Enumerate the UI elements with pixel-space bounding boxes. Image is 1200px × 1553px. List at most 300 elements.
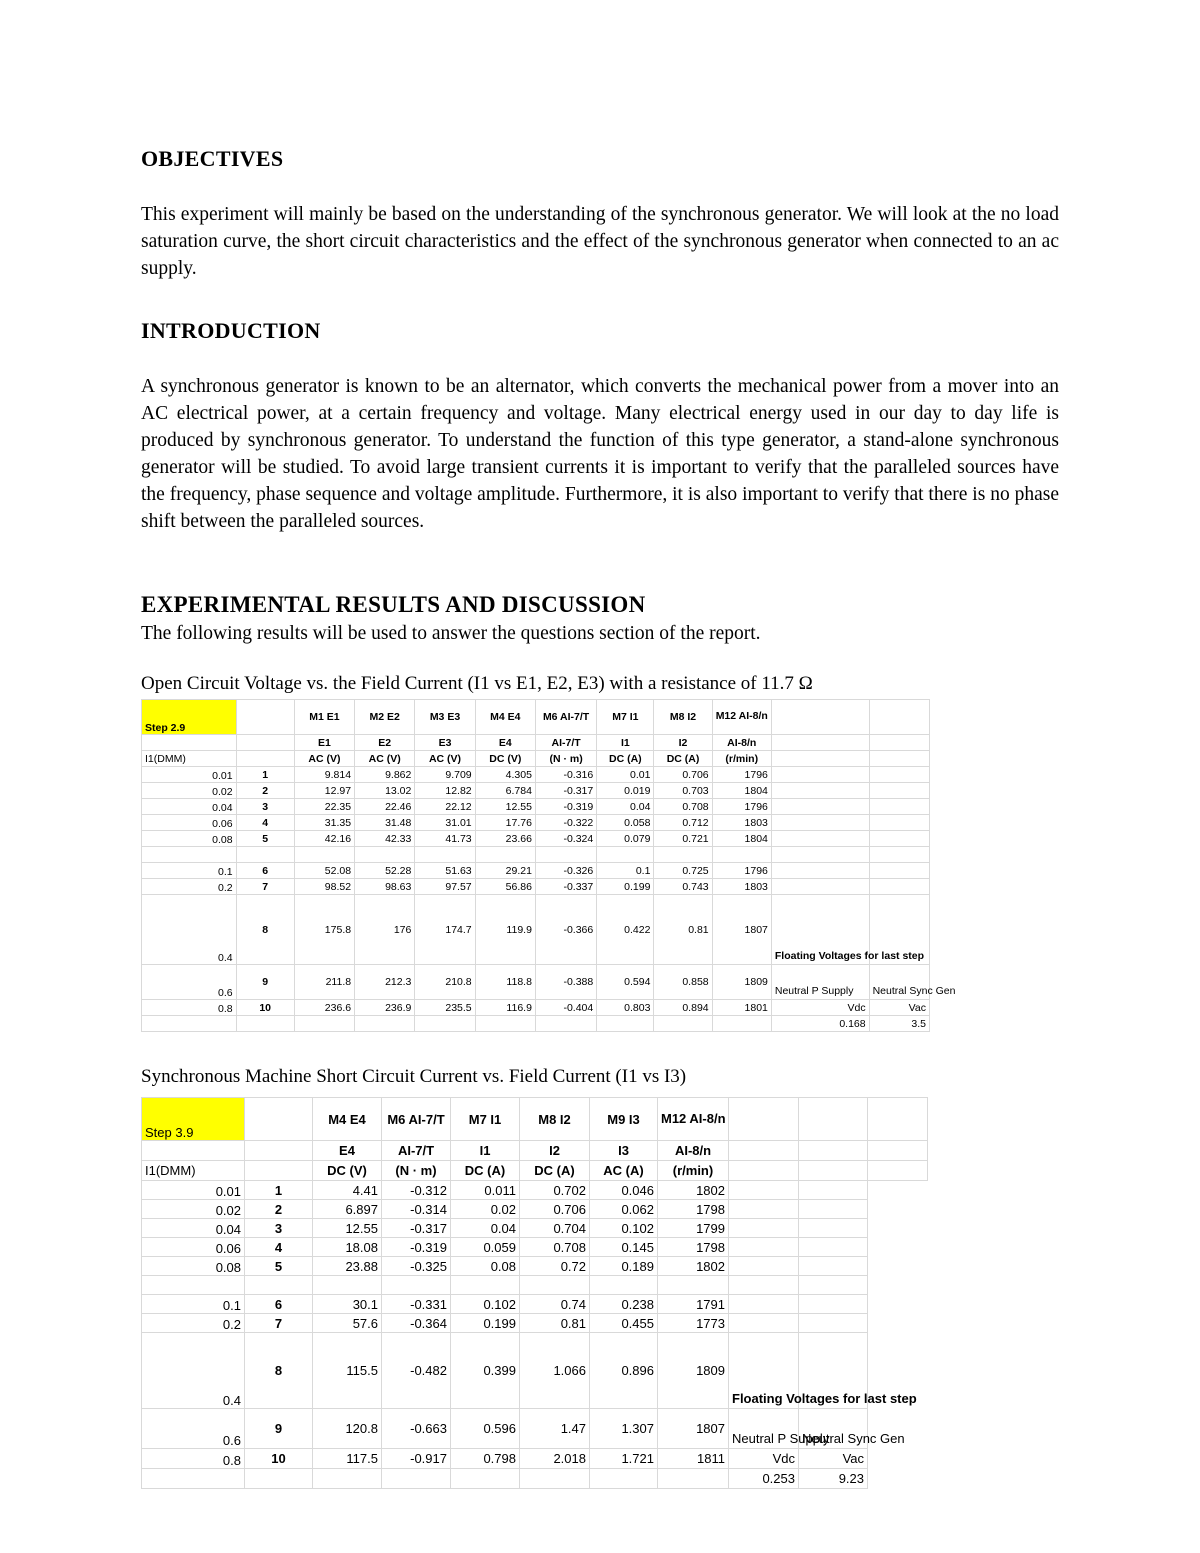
data-cell: 120.8 [313, 1409, 382, 1449]
step-number: 5 [236, 831, 294, 847]
table-cell [869, 815, 929, 831]
data-cell: 0.046 [590, 1181, 658, 1200]
meter-header: M4 E4 [475, 700, 535, 735]
introduction-text: A synchronous generator is known to be an alternator, which converts the mechanical power from a mover into an AC electrical power, at a certain frequency and voltage. Many electrical energy used in our day to day life is produced by synchronous generator. To understand the function of this type generator, a stand-alone synchronous generator will be studied. To avoid large transient currents it is important to verify that the paralleled sources have the frequency, phase sequence and voltage amplitude. Furthermore, it is also important to verify that there is no phase shift between the paralleled sources. [141, 376, 1059, 532]
meter-header: M12 AI-8/n [658, 1098, 729, 1141]
unit-header: AC (V) [355, 751, 415, 767]
data-cell: 1791 [658, 1295, 729, 1314]
i1-value: 0.06 [142, 1238, 245, 1257]
table-row [142, 1016, 930, 1032]
data-cell: 1.307 [590, 1409, 658, 1449]
data-cell: 1796 [712, 799, 771, 815]
i1-value: 0.2 [142, 879, 237, 895]
step-number: 6 [245, 1295, 313, 1314]
vdc-value: 0.168 [771, 1016, 869, 1032]
table-cell [535, 1016, 596, 1032]
name-header: AI-8/n [712, 735, 771, 751]
table-row [142, 1257, 928, 1276]
table-row [142, 1181, 928, 1200]
table-cell [245, 1276, 313, 1295]
data-cell: 0.199 [451, 1314, 520, 1333]
table-cell [142, 847, 237, 863]
data-cell: -0.331 [382, 1295, 451, 1314]
table1-body [142, 767, 956, 1032]
data-cell: 1803 [712, 815, 771, 831]
objectives-text: This experiment will mainly be based on the understanding of the synchronous generator. We will look at the no load saturation curve, the short circuit characteristics and the effect of the synchronous generator when connected to an ac supply. [141, 204, 1059, 279]
i1-value: 0.6 [142, 965, 237, 1000]
table-cell [535, 847, 596, 863]
table-row [142, 1333, 928, 1409]
unit-header: AC (V) [415, 751, 475, 767]
data-cell: 97.57 [415, 879, 475, 895]
table-row [142, 1000, 930, 1016]
step-number: 7 [245, 1314, 313, 1333]
selected-cell [142, 735, 237, 751]
step-number: 10 [245, 1449, 313, 1469]
data-cell: 1809 [712, 965, 771, 1000]
table-cell [236, 847, 294, 863]
name-header: E1 [294, 735, 354, 751]
table-cell [451, 1276, 520, 1295]
data-cell: -0.337 [535, 879, 596, 895]
data-cell: 1798 [658, 1200, 729, 1219]
table-cell [771, 767, 869, 783]
i1-value: 0.06 [142, 815, 237, 831]
i1-value: 0.02 [142, 783, 237, 799]
data-cell: 0.803 [597, 1000, 654, 1016]
data-cell: -0.388 [535, 965, 596, 1000]
data-cell: 176 [355, 895, 415, 965]
name-header: AI-7/T [535, 735, 596, 751]
table2-body [142, 1181, 928, 1489]
data-cell: 31.01 [415, 815, 475, 831]
table-cell [799, 1219, 868, 1238]
table-cell [799, 1238, 868, 1257]
table-row [142, 1161, 928, 1181]
table-row [142, 1409, 928, 1449]
data-cell: 1804 [712, 831, 771, 847]
data-cell: 12.55 [475, 799, 535, 815]
data-cell: 0.238 [590, 1295, 658, 1314]
data-cell: 56.86 [475, 879, 535, 895]
meter-header: M6 AI-7/T [382, 1098, 451, 1141]
neutral-p-supply-label: Neutral P Supply [729, 1409, 799, 1449]
table-cell [729, 1257, 799, 1276]
open-circuit-table [141, 699, 956, 1032]
data-cell: 1804 [712, 783, 771, 799]
data-cell: -0.325 [382, 1257, 451, 1276]
vac-value: 9.23 [799, 1469, 868, 1489]
data-cell: 6.897 [313, 1200, 382, 1219]
data-cell: 1.066 [520, 1333, 590, 1409]
table-cell [415, 1016, 475, 1032]
table-cell [142, 1016, 237, 1032]
table-cell [597, 1016, 654, 1032]
neutral-p-supply-label: Neutral P Supply [771, 965, 869, 1000]
table-cell [799, 1181, 868, 1200]
step-number: 2 [236, 783, 294, 799]
data-cell: 0.896 [590, 1333, 658, 1409]
table-cell [729, 1181, 799, 1200]
table-cell [142, 1276, 245, 1295]
table-cell [520, 1276, 590, 1295]
data-cell: -0.663 [382, 1409, 451, 1449]
data-cell: 0.743 [654, 879, 712, 895]
data-cell: 0.059 [451, 1238, 520, 1257]
step-number: 1 [236, 767, 294, 783]
i1-value: 0.4 [142, 1333, 245, 1409]
unit-header: DC (V) [313, 1161, 382, 1181]
table-row [142, 1200, 928, 1219]
table-row [142, 700, 930, 735]
name-header: E4 [475, 735, 535, 751]
table-cell [729, 1314, 799, 1333]
data-cell: 175.8 [294, 895, 354, 965]
table-row [142, 895, 930, 965]
table-cell [294, 1016, 354, 1032]
i1-value: 0.04 [142, 1219, 245, 1238]
data-cell: 9.862 [355, 767, 415, 783]
table-cell [771, 847, 869, 863]
data-cell: -0.312 [382, 1181, 451, 1200]
step-number: 6 [236, 863, 294, 879]
name-header: I3 [590, 1141, 658, 1161]
table-cell [712, 847, 771, 863]
data-cell: 115.5 [313, 1333, 382, 1409]
step-number: 2 [245, 1200, 313, 1219]
table-cell [869, 783, 929, 799]
data-cell: 51.63 [415, 863, 475, 879]
step-number: 3 [245, 1219, 313, 1238]
table-cell [382, 1469, 451, 1489]
table-cell [869, 847, 929, 863]
name-header: AI-8/n [658, 1141, 729, 1161]
data-cell: 0.712 [654, 815, 712, 831]
data-cell: 52.28 [355, 863, 415, 879]
data-cell: 30.1 [313, 1295, 382, 1314]
table-row [142, 815, 930, 831]
data-cell: 0.189 [590, 1257, 658, 1276]
data-cell: -0.314 [382, 1200, 451, 1219]
i1-dmm-label: I1(DMM) [142, 1161, 245, 1181]
data-cell: 23.66 [475, 831, 535, 847]
data-cell: 1796 [712, 767, 771, 783]
step-number: 7 [236, 879, 294, 895]
data-cell: -0.482 [382, 1333, 451, 1409]
data-cell: 31.35 [294, 815, 354, 831]
data-cell: 117.5 [313, 1449, 382, 1469]
name-header: AI-7/T [382, 1141, 451, 1161]
data-cell: -0.317 [535, 783, 596, 799]
data-cell: 0.721 [654, 831, 712, 847]
i1-value: 0.01 [142, 1181, 245, 1200]
data-cell: 41.73 [415, 831, 475, 847]
i1-value: 0.1 [142, 1295, 245, 1314]
meter-header: M12 AI-8/n [712, 700, 771, 735]
table-row [142, 965, 930, 1000]
step-number: 5 [245, 1257, 313, 1276]
table-cell [236, 1016, 294, 1032]
data-cell: 210.8 [415, 965, 475, 1000]
data-cell: -0.319 [382, 1238, 451, 1257]
data-cell: 1802 [658, 1181, 729, 1200]
short-circuit-table [141, 1097, 928, 1489]
data-cell: 52.08 [294, 863, 354, 879]
unit-header: DC (A) [451, 1161, 520, 1181]
data-cell: -0.316 [535, 767, 596, 783]
floating-voltages-note: Floating Voltages for last step [729, 1333, 799, 1409]
table1-caption: Open Circuit Voltage vs. the Field Current (I1 vs E1, E2, E3) with a resistance of 11.7 Ω [141, 673, 813, 694]
table-cell [799, 1276, 868, 1295]
data-cell: -0.319 [535, 799, 596, 815]
meter-header: M2 E2 [355, 700, 415, 735]
meter-header: M6 AI-7/T [535, 700, 596, 735]
introduction-heading: INTRODUCTION [141, 318, 321, 343]
unit-header: (r/min) [658, 1161, 729, 1181]
table-cell [869, 831, 929, 847]
table-row [142, 1295, 928, 1314]
neutral-sync-gen-label: Neutral Sync Gen [799, 1409, 868, 1449]
name-header: E2 [355, 735, 415, 751]
table-row [142, 847, 930, 863]
table-cell [729, 1295, 799, 1314]
table-cell [771, 879, 869, 895]
table-cell [771, 815, 869, 831]
data-cell: 0.455 [590, 1314, 658, 1333]
table-row [142, 783, 930, 799]
i1-value: 0.1 [142, 863, 237, 879]
data-cell: 42.16 [294, 831, 354, 847]
data-cell: 0.199 [597, 879, 654, 895]
data-cell: 22.46 [355, 799, 415, 815]
step-number: 10 [236, 1000, 294, 1016]
step-number: 9 [245, 1409, 313, 1449]
unit-header: DC (A) [654, 751, 712, 767]
data-cell: 12.97 [294, 783, 354, 799]
data-cell: 1796 [712, 863, 771, 879]
data-cell: 98.52 [294, 879, 354, 895]
table-row [142, 1469, 928, 1489]
data-cell: 98.63 [355, 879, 415, 895]
table-cell [313, 1276, 382, 1295]
data-cell: 4.41 [313, 1181, 382, 1200]
data-cell: 9.709 [415, 767, 475, 783]
table-row [142, 1219, 928, 1238]
table-cell [869, 767, 929, 783]
data-cell: 1811 [658, 1449, 729, 1469]
step-number: 3 [236, 799, 294, 815]
table-cell [590, 1469, 658, 1489]
data-cell: 2.018 [520, 1449, 590, 1469]
vac-label: Vac [869, 1000, 929, 1016]
table-cell [799, 1295, 868, 1314]
data-cell: 1802 [658, 1257, 729, 1276]
data-cell: 0.422 [597, 895, 654, 965]
data-cell: 57.6 [313, 1314, 382, 1333]
data-cell: 0.858 [654, 965, 712, 1000]
table-cell [415, 847, 475, 863]
name-header: I2 [520, 1141, 590, 1161]
table-cell [729, 1276, 799, 1295]
table-cell [799, 1314, 868, 1333]
table-row [142, 751, 930, 767]
data-cell: 1.47 [520, 1409, 590, 1449]
data-cell: 1807 [712, 895, 771, 965]
table-cell [654, 1016, 712, 1032]
name-header: I1 [451, 1141, 520, 1161]
data-cell: 1798 [658, 1238, 729, 1257]
i1-value: 0.04 [142, 799, 237, 815]
table-cell [451, 1469, 520, 1489]
table-cell [771, 863, 869, 879]
data-cell: 1773 [658, 1314, 729, 1333]
i1-value: 0.6 [142, 1409, 245, 1449]
data-cell: 118.8 [475, 965, 535, 1000]
data-cell: 17.76 [475, 815, 535, 831]
table-cell [869, 799, 929, 815]
data-cell: 0.703 [654, 783, 712, 799]
data-cell: 0.894 [654, 1000, 712, 1016]
table-cell [869, 879, 929, 895]
name-header: I2 [654, 735, 712, 751]
vdc-label: Vdc [729, 1449, 799, 1469]
meter-header: M8 I2 [520, 1098, 590, 1141]
i1-value: 0.2 [142, 1314, 245, 1333]
meter-header: M9 I3 [590, 1098, 658, 1141]
floating-voltages-note: Floating Voltages for last step [771, 895, 869, 965]
i1-dmm-label: I1(DMM) [142, 751, 237, 767]
data-cell: -0.404 [535, 1000, 596, 1016]
table-row [142, 1276, 928, 1295]
data-cell: 0.019 [597, 783, 654, 799]
data-cell: 0.145 [590, 1238, 658, 1257]
unit-header: (N · m) [535, 751, 596, 767]
data-cell: 0.81 [520, 1314, 590, 1333]
unit-header: DC (V) [475, 751, 535, 767]
table-row [142, 831, 930, 847]
neutral-sync-gen-label: Neutral Sync Gen [869, 965, 929, 1000]
i1-value: 0.08 [142, 1257, 245, 1276]
table-cell [729, 1238, 799, 1257]
data-cell: 0.02 [451, 1200, 520, 1219]
table-row [142, 735, 930, 751]
name-header: E4 [313, 1141, 382, 1161]
table-cell [654, 847, 712, 863]
data-cell: 235.5 [415, 1000, 475, 1016]
unit-header: AC (A) [590, 1161, 658, 1181]
i1-value: 0.8 [142, 1000, 237, 1016]
data-cell: 1807 [658, 1409, 729, 1449]
data-cell: 0.725 [654, 863, 712, 879]
step-number: 4 [245, 1238, 313, 1257]
meter-header: M7 I1 [451, 1098, 520, 1141]
name-header: I1 [597, 735, 654, 751]
data-cell: 22.12 [415, 799, 475, 815]
table-cell [294, 847, 354, 863]
data-cell: 0.798 [451, 1449, 520, 1469]
table-cell [658, 1276, 729, 1295]
table-cell [658, 1469, 729, 1489]
data-cell: -0.326 [535, 863, 596, 879]
table-cell [382, 1276, 451, 1295]
table-cell [799, 1257, 868, 1276]
table-row [142, 1141, 928, 1161]
step-number: 1 [245, 1181, 313, 1200]
data-cell: 212.3 [355, 965, 415, 1000]
step-number: 8 [245, 1333, 313, 1409]
table-row [142, 879, 930, 895]
data-cell: 12.55 [313, 1219, 382, 1238]
table-row [142, 1449, 928, 1469]
data-cell: -0.366 [535, 895, 596, 965]
table-row [142, 1098, 928, 1141]
data-cell: 29.21 [475, 863, 535, 879]
meter-header: M7 I1 [597, 700, 654, 735]
data-cell: 0.102 [590, 1219, 658, 1238]
vdc-label: Vdc [771, 1000, 869, 1016]
data-cell: 0.1 [597, 863, 654, 879]
i1-value: 0.01 [142, 767, 237, 783]
data-cell: 0.102 [451, 1295, 520, 1314]
data-cell: -0.322 [535, 815, 596, 831]
step-number: 4 [236, 815, 294, 831]
i1-value: 0.08 [142, 831, 237, 847]
table-cell [355, 847, 415, 863]
table-cell [313, 1469, 382, 1489]
unit-header: DC (A) [597, 751, 654, 767]
table-cell [771, 831, 869, 847]
data-cell: 0.81 [654, 895, 712, 965]
vdc-value: 0.253 [729, 1469, 799, 1489]
table-row [142, 1238, 928, 1257]
vac-value: 3.5 [869, 1016, 929, 1032]
data-cell: 23.88 [313, 1257, 382, 1276]
data-cell: -0.917 [382, 1449, 451, 1469]
data-cell: 0.706 [654, 767, 712, 783]
data-cell: 0.704 [520, 1219, 590, 1238]
data-cell: 0.08 [451, 1257, 520, 1276]
table-cell [869, 863, 929, 879]
unit-header: DC (A) [520, 1161, 590, 1181]
data-cell: 0.74 [520, 1295, 590, 1314]
table-cell [729, 1200, 799, 1219]
table-cell [142, 1469, 245, 1489]
data-cell: 6.784 [475, 783, 535, 799]
table-cell [771, 799, 869, 815]
data-cell: 0.399 [451, 1333, 520, 1409]
table-row [142, 863, 930, 879]
table-cell [475, 1016, 535, 1032]
table-cell [590, 1276, 658, 1295]
i1-value: 0.4 [142, 895, 237, 965]
data-cell: 22.35 [294, 799, 354, 815]
data-cell: 0.062 [590, 1200, 658, 1219]
unit-header: AC (V) [294, 751, 354, 767]
unit-header: (r/min) [712, 751, 771, 767]
table-cell [729, 1219, 799, 1238]
meter-header: M1 E1 [294, 700, 354, 735]
table-cell [355, 1016, 415, 1032]
table-row [142, 767, 930, 783]
data-cell: 0.708 [654, 799, 712, 815]
table-row [142, 1314, 928, 1333]
table-cell [771, 783, 869, 799]
data-cell: 4.305 [475, 767, 535, 783]
data-cell: 0.04 [597, 799, 654, 815]
data-cell: 0.706 [520, 1200, 590, 1219]
data-cell: 1803 [712, 879, 771, 895]
step-label: Step 3.9 [142, 1098, 245, 1141]
